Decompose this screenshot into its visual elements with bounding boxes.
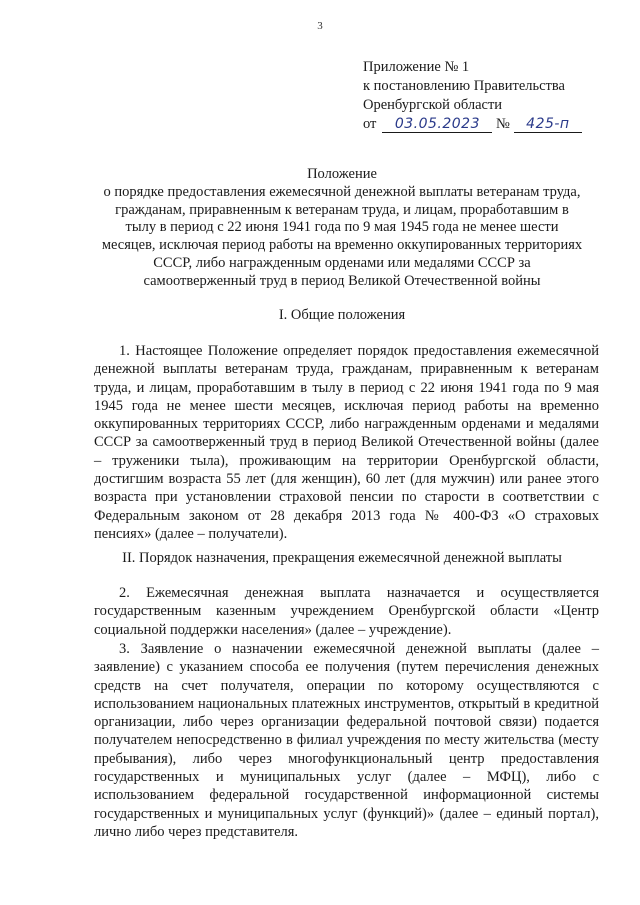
title-line: СССР, либо награжденным орденами или медалями СССР за <box>153 254 531 271</box>
title-line: о порядке предоставления ежемесячной денежной выплаты ветеранам труда, <box>103 183 581 200</box>
appendix-header <box>363 58 613 134</box>
title-line: самоотверженный труд в период Великой Отечественной войны <box>143 272 541 289</box>
handwritten-number: 425-п <box>514 117 582 133</box>
title-line: месяцев, исключая период работы на временно оккупированных территориях <box>101 237 583 254</box>
paragraph-1: 1. Настоящее Положение определяет порядок предоставления ежемесячной денежной выплаты ветеранам труда, гражданам, приравненным к ветеранам труда, и лицам, проработавшим в тылу в период с 22 июня 1941 года по 9 мая 1945 года не менее шести месяцев, исключая период работы на временно оккупированных территориях СССР, либо награжденным орденами и медалями СССР за самоотверженный труд в период Великой Отечественной войны (далее – труженики тыла), проживающим на территории Оренбургской области, достигшим возраста 55 лет (для женщин), 60 лет (для мужчин) или ранее этого возраста при установлении страховой пенсии по старости в соответствии с Федеральным законом от 28 декабря 2013 года № 400-ФЗ «О страховых пенсиях» (далее – получатели). <box>94 343 599 542</box>
title-line: тылу в период с 22 июня 1941 года по 9 мая 1945 года не менее шести <box>125 219 559 236</box>
section-1-heading: I. Общие положения <box>278 307 406 323</box>
title-line: гражданам, приравненным к ветеранам труда, и лицам, проработавшим в <box>115 201 569 218</box>
document-title <box>86 166 598 291</box>
title-heading: Положение <box>307 166 377 182</box>
appendix-date-line <box>363 115 613 134</box>
appendix-line-2: к постановлению Правительства <box>363 78 565 94</box>
handwritten-date: 03.05.2023 <box>382 117 492 133</box>
paragraph-2: 2. Ежемесячная денежная выплата назначается и осуществляется государственным казенным учреждением Оренбургской области «Центр социальной поддержки населения» (далее – учреждение). <box>94 585 599 638</box>
appendix-line-3: Оренбургской области <box>363 97 503 113</box>
section-2-heading: II. Порядок назначения, прекращения ежемесячной денежной выплаты <box>122 550 562 566</box>
paragraph-3: 3. Заявление о назначении ежемесячной денежной выплаты (далее – заявление) с указанием способа ее получения (путем перечисления денежных средств на счет получателя, операции по которому осуществляются с использованием национальных платежных инструментов, открытый в кредитной организации, либо через организации федеральной почтовой связи) подается получателем непосредственно в филиал учреждения по месту жительства (месту пребывания), либо через многофункциональный центр предоставления государственных и муниципальных услуг (далее – МФЦ), либо с использованием федеральной государственной информационной системы государственных и муниципальных услуг (функций)» (далее – единый портал), лично либо через представителя. <box>94 641 599 840</box>
date-prefix: от <box>363 116 377 132</box>
number-prefix: № <box>496 116 510 132</box>
appendix-line-1: Приложение № 1 <box>363 59 470 75</box>
page-number: 3 <box>317 20 323 32</box>
